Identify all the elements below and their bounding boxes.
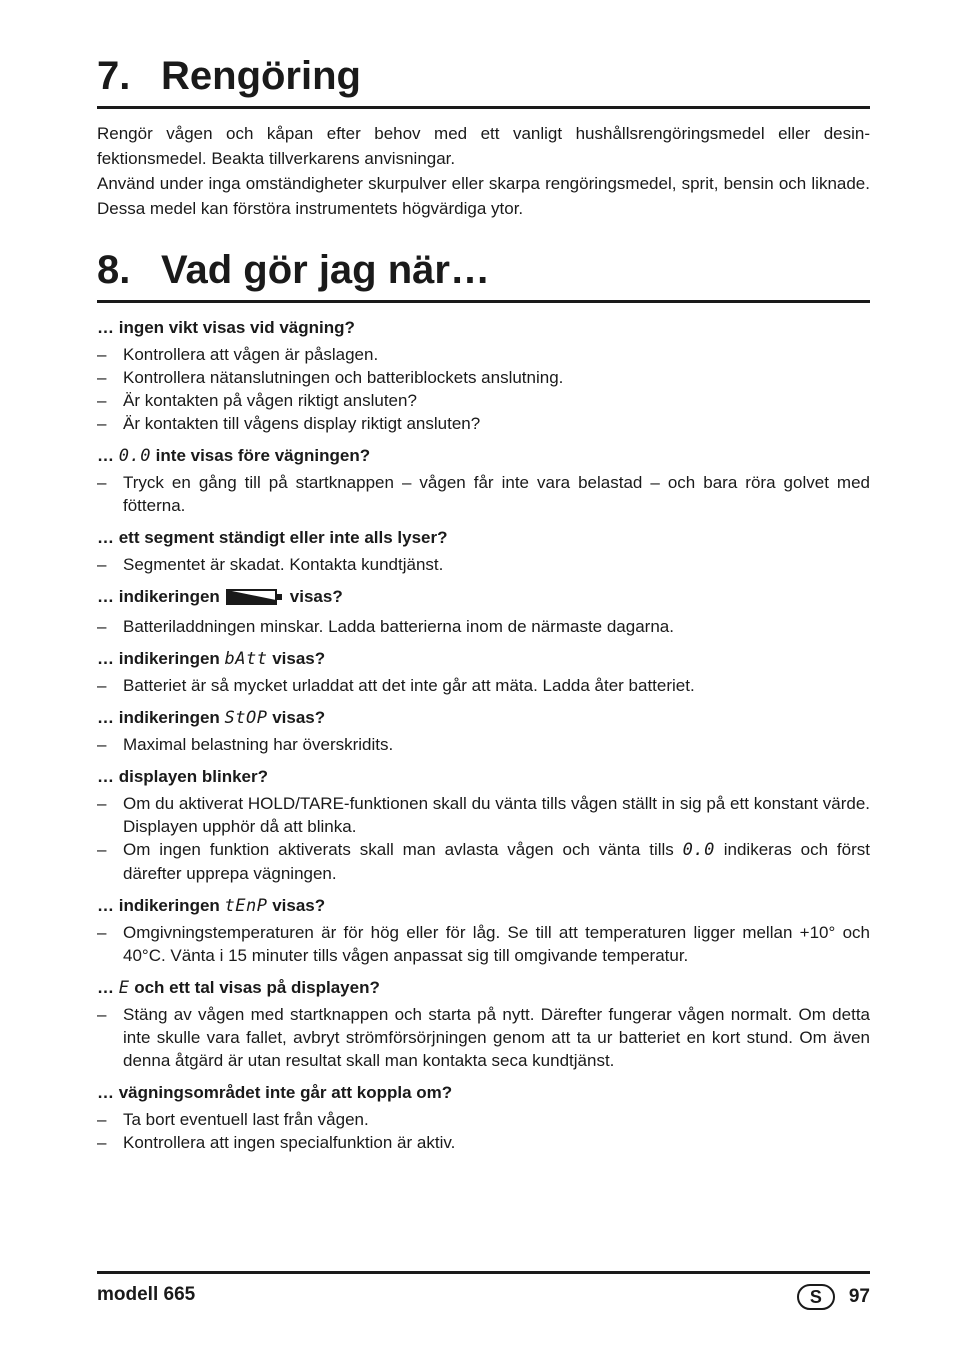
faq-answer: – Stäng av vågen med startknappen och starta på nytt. Därefter fungerar vågen normalt. Om detta inte skulle vara fallet, avbryt strömförsörjningen genom att ta ur batteriet en kort stund. Om även denna åtgärd är utan resultat skall man kontakta seca kundtjänst. <box>97 1005 870 1070</box>
lcd-stop-symbol: StOP <box>224 708 268 728</box>
faq-answer: – Ta bort eventuell last från vågen. <box>97 1110 369 1129</box>
paragraph: Rengör vågen och kåpan efter behov med ett vanligt hushållsrengöringsmedel eller desin-fektionsmedel. Beakta tillverkarens anvisningar. <box>97 124 870 168</box>
faq-answer: – Kontrollera att vågen är påslagen. <box>97 345 379 364</box>
page-footer <box>97 1271 870 1307</box>
chapter-8-title <box>97 246 870 303</box>
chapter-7 <box>97 52 870 109</box>
faq-list <box>97 316 870 1154</box>
faq-question: … vägningsområdet inte går att koppla om? <box>97 1083 453 1102</box>
lcd-temp-symbol: tEnP <box>224 896 268 916</box>
faq-question: … indikeringen visas? <box>97 585 870 612</box>
faq-answer: – Segmentet är skadat. Kontakta kundtjänst. <box>97 555 444 574</box>
lcd-zero-symbol: 0.0 <box>118 446 151 466</box>
faq-answer: – Är kontakten till vågens display riktigt ansluten? <box>97 414 481 433</box>
faq-answer: – Om du aktiverat HOLD/TARE-funktionen skall du vänta tills vågen ställt in sig på ett konstant värde. Displayen upphör då att blinka. <box>97 794 870 836</box>
faq-answer: – Batteriladdningen minskar. Ladda batterierna inom de närmaste dagarna. <box>97 617 674 636</box>
faq-answer: – Kontrollera nätanslutningen och batteriblockets anslutning. <box>97 368 564 387</box>
chapter-8 <box>97 246 870 303</box>
battery-low-icon <box>226 587 284 612</box>
faq-answer: – Om ingen funktion aktiverats skall man avlasta vågen och vänta tills 0.0 indikeras och först därefter upprepa vägningen. <box>97 840 870 883</box>
language-badge: S <box>797 1284 835 1310</box>
faq-question: … indikeringen bAtt visas? <box>97 649 326 669</box>
lcd-error-symbol: E <box>118 978 130 998</box>
page-number: 97 <box>848 1286 870 1307</box>
chapter-8-heading: Vad gör jag när… <box>161 248 490 292</box>
faq-question: … indikeringen tEnP visas? <box>97 896 326 916</box>
model-label: modell 665 <box>97 1284 196 1305</box>
chapter-7-title <box>97 52 870 109</box>
faq-question: … 0.0 inte visas före vägningen? <box>97 446 371 466</box>
faq-answer: – Batteriet är så mycket urladdat att det inte går att mäta. Ladda åter batteriet. <box>97 676 695 695</box>
faq-answer: – Är kontakten på vågen riktigt ansluten? <box>97 391 417 410</box>
faq-answer: – Kontrollera att ingen specialfunktion är aktiv. <box>97 1133 456 1152</box>
faq-question: … E och ett tal visas på displayen? <box>97 978 380 998</box>
faq-answer: – Omgivningstemperaturen är för hög eller för låg. Se till att temperaturen ligger mellan +10° och 40°C. Vänta i 15 minuter tills vågen anpassat sig till omgivande temperatur. <box>97 923 870 965</box>
chapter-8-number: 8. <box>97 248 131 292</box>
faq-answer: – Maximal belastning har överskridits. <box>97 735 394 754</box>
faq-question: … displayen blinker? <box>97 767 268 786</box>
faq-question: … ingen vikt visas vid vägning? <box>97 318 355 337</box>
paragraph: Använd under inga omständigheter skurpulver eller skarpa rengöringsmedel, sprit, bensin och liknade. Dessa medel kan förstöra instrumentets högvärdiga ytor. <box>97 174 870 218</box>
footer-right <box>797 1284 870 1310</box>
chapter-7-number: 7. <box>97 54 131 98</box>
chapter-7-heading: Rengöring <box>161 54 361 98</box>
faq-answer: – Tryck en gång till på startknappen – vågen får inte vara belastad – och bara röra golvet med fötterna. <box>97 473 870 515</box>
lcd-batt-symbol: bAtt <box>224 649 268 669</box>
lcd-zero-symbol: 0.0 <box>682 840 715 860</box>
faq-question: … indikeringen StOP visas? <box>97 708 326 728</box>
chapter-7-body <box>97 121 870 221</box>
faq-question: … ett segment ständigt eller inte alls lyser? <box>97 528 448 547</box>
